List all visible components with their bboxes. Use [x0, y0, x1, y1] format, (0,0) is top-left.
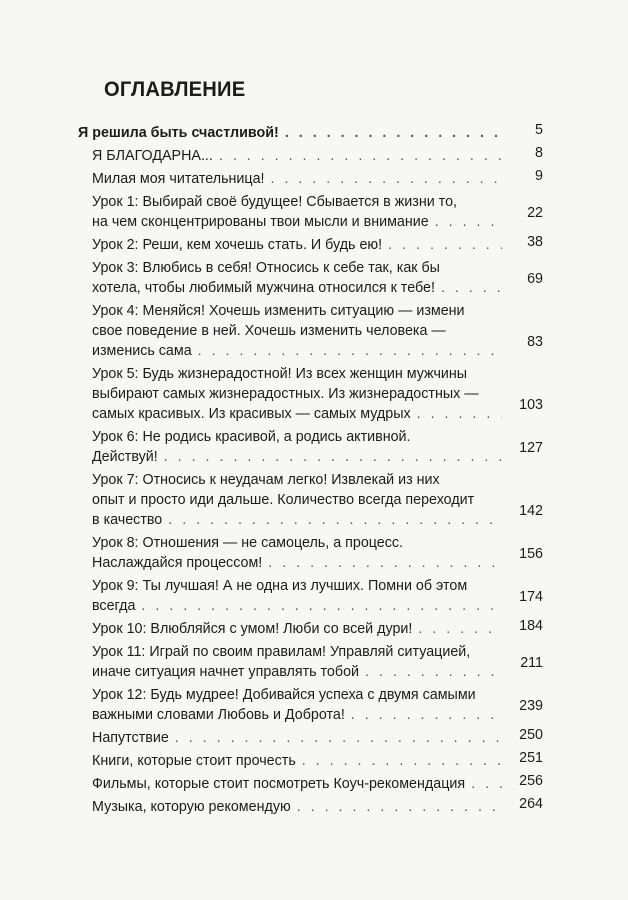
toc-entry-text: Я БЛАГОДАРНА... — [92, 147, 213, 164]
dot-leader — [164, 447, 502, 467]
toc-entry-text: Урок 1: Выбирай своё будущее! Сбывается в жизни то, — [92, 193, 457, 210]
toc-entry-text: всегда — [92, 598, 136, 614]
toc-page-number: 69 — [527, 270, 543, 287]
toc-entry-line — [92, 192, 502, 212]
toc-entry-line — [92, 278, 502, 298]
toc-entry-line — [92, 685, 502, 705]
toc-entry-text: хотела, чтобы любимый мужчина относился к тебе! — [92, 279, 435, 296]
dot-leader — [168, 510, 502, 530]
dot-leader — [302, 751, 502, 771]
toc-entry-line — [92, 797, 502, 817]
toc-entry-line — [92, 596, 502, 616]
dot-leader — [141, 596, 502, 616]
toc-entry-text: Урок 3: Влюбись в себя! Относись к себе так, как бы — [92, 259, 440, 276]
toc-entry-text: самых красивых. Из красивых — самых мудрых — [92, 405, 411, 422]
toc-page-number: 9 — [535, 167, 543, 184]
toc-entry-line — [92, 662, 502, 682]
toc-entry-text: изменись сама — [92, 342, 192, 359]
toc-entry-text: Наслаждайся процессом! — [92, 555, 263, 571]
dot-leader — [285, 123, 502, 143]
toc-entry-text: выбирают самых жизнерадостных. Из жизнерадостных — — [92, 385, 479, 402]
toc-entry-text: Урок 12: Будь мудрее! Добивайся успеха с двумя самыми — [92, 686, 476, 703]
toc-entry-text: Урок 8: Отношения — не самоцель, а процесс. — [92, 534, 404, 551]
toc-entry-line — [92, 619, 502, 639]
dot-leader — [351, 705, 502, 725]
toc-page-number: 174 — [519, 589, 543, 605]
toc-entry-line — [92, 470, 502, 490]
toc-entry-text: Урок 2: Реши, кем хочешь стать. И будь ею! — [92, 236, 383, 253]
toc-page-number: 142 — [519, 503, 543, 519]
toc-page-number: 8 — [535, 144, 543, 161]
toc-page-number: 127 — [519, 439, 543, 456]
toc-entry-text: Книги, которые стоит прочесть — [92, 752, 296, 769]
toc-entry-line — [92, 728, 502, 748]
toc-entry-text: Урок 5: Будь жизнерадостной! Из всех женщин мужчины — [92, 365, 468, 382]
toc-entry-line — [92, 751, 502, 771]
toc-entry-line — [92, 364, 502, 384]
toc-page-number: 22 — [527, 204, 543, 221]
toc-entry-line — [92, 384, 502, 404]
toc-entry-line — [92, 301, 502, 321]
toc-entry-line — [92, 774, 502, 794]
toc-entry-text: Урок 11: Играй по своим правилам! Управляй ситуацией, — [92, 643, 471, 660]
dot-leader — [365, 662, 502, 682]
toc-entry-line — [92, 404, 502, 424]
toc-entry-line — [92, 212, 502, 232]
toc-entry-text: Фильмы, которые стоит посмотреть Коуч-рекомендация — [92, 775, 466, 792]
dot-leader — [435, 212, 502, 232]
toc-entry-text: Урок 9: Ты лучшая! А не одна из лучших. Помни об этом — [92, 577, 468, 594]
toc-page-number: 251 — [519, 749, 543, 766]
dot-leader — [417, 404, 502, 424]
toc-page-number: 156 — [519, 546, 543, 562]
toc-page-number: 103 — [519, 396, 543, 413]
toc-page-number: 5 — [535, 122, 543, 138]
toc-entry-line — [92, 490, 502, 510]
toc-entry-line — [92, 146, 502, 166]
toc-entry-text: Милая моя читательница! — [92, 170, 265, 187]
toc-page-number: 38 — [527, 233, 543, 250]
toc-page-number: 250 — [519, 726, 543, 743]
toc-entry-text: свое поведение в ней. Хочешь изменить человека — — [92, 322, 446, 339]
toc-page-number: 256 — [519, 772, 543, 789]
toc-entry-text: на чем сконцентрированы твои мысли и внимание — [92, 213, 429, 230]
toc-entry-line — [92, 705, 502, 725]
toc-entry-line — [92, 510, 502, 530]
toc-entry-line — [92, 235, 502, 255]
toc-entry-line — [92, 169, 502, 189]
toc-entry-text: опыт и просто иди дальше. Количество всегда переходит — [92, 491, 475, 508]
toc-entry-line — [92, 533, 502, 553]
toc-entry-line — [92, 427, 502, 447]
toc-entry-text: в качество — [92, 512, 163, 528]
toc-page-number: 264 — [519, 795, 543, 812]
toc-entry-text: Действуй! — [92, 448, 158, 465]
toc-page-number: 211 — [520, 654, 543, 671]
toc-entry-text: Урок 4: Меняйся! Хочешь изменить ситуацию — измени — [92, 302, 465, 319]
toc-entry-line — [92, 447, 502, 467]
toc-entry-line — [92, 321, 502, 341]
toc-entry-text: Напутствие — [92, 729, 169, 746]
toc-entry-text: Урок 6: Не родись красивой, а родись активной. — [92, 428, 411, 445]
dot-leader — [198, 341, 502, 361]
toc-entry-line — [78, 123, 502, 143]
toc-page-number: 184 — [519, 617, 543, 634]
dot-leader — [219, 146, 502, 166]
dot-leader — [268, 553, 502, 573]
toc-entry-line — [92, 258, 502, 278]
toc-page-number: 239 — [519, 697, 543, 714]
dot-leader — [388, 235, 502, 255]
dot-leader — [297, 797, 502, 817]
toc-entry-text: Я решила быть счастливой! — [78, 125, 279, 141]
toc-entry-text: Урок 7: Относись к неудачам легко! Извлекай из них — [92, 471, 440, 488]
dot-leader — [175, 728, 502, 748]
page-title: ОГЛАВЛЕНИЕ — [104, 78, 246, 101]
dot-leader — [418, 619, 502, 639]
toc-entry-text: Урок 10: Влюбляйся с умом! Люби со всей дури! — [92, 620, 413, 637]
toc-entry-text: иначе ситуация начнет управлять тобой — [92, 663, 360, 680]
toc-entry-line — [92, 553, 502, 573]
toc-entry-text: Музыка, которую рекомендую — [92, 798, 291, 815]
toc-entry-line — [92, 576, 502, 596]
toc-entry-line — [92, 642, 502, 662]
toc-page-number: 83 — [527, 333, 543, 350]
toc-entry-text: важными словами Любовь и Доброта! — [92, 706, 345, 723]
dot-leader — [271, 169, 502, 189]
toc-entry-line — [92, 341, 502, 361]
